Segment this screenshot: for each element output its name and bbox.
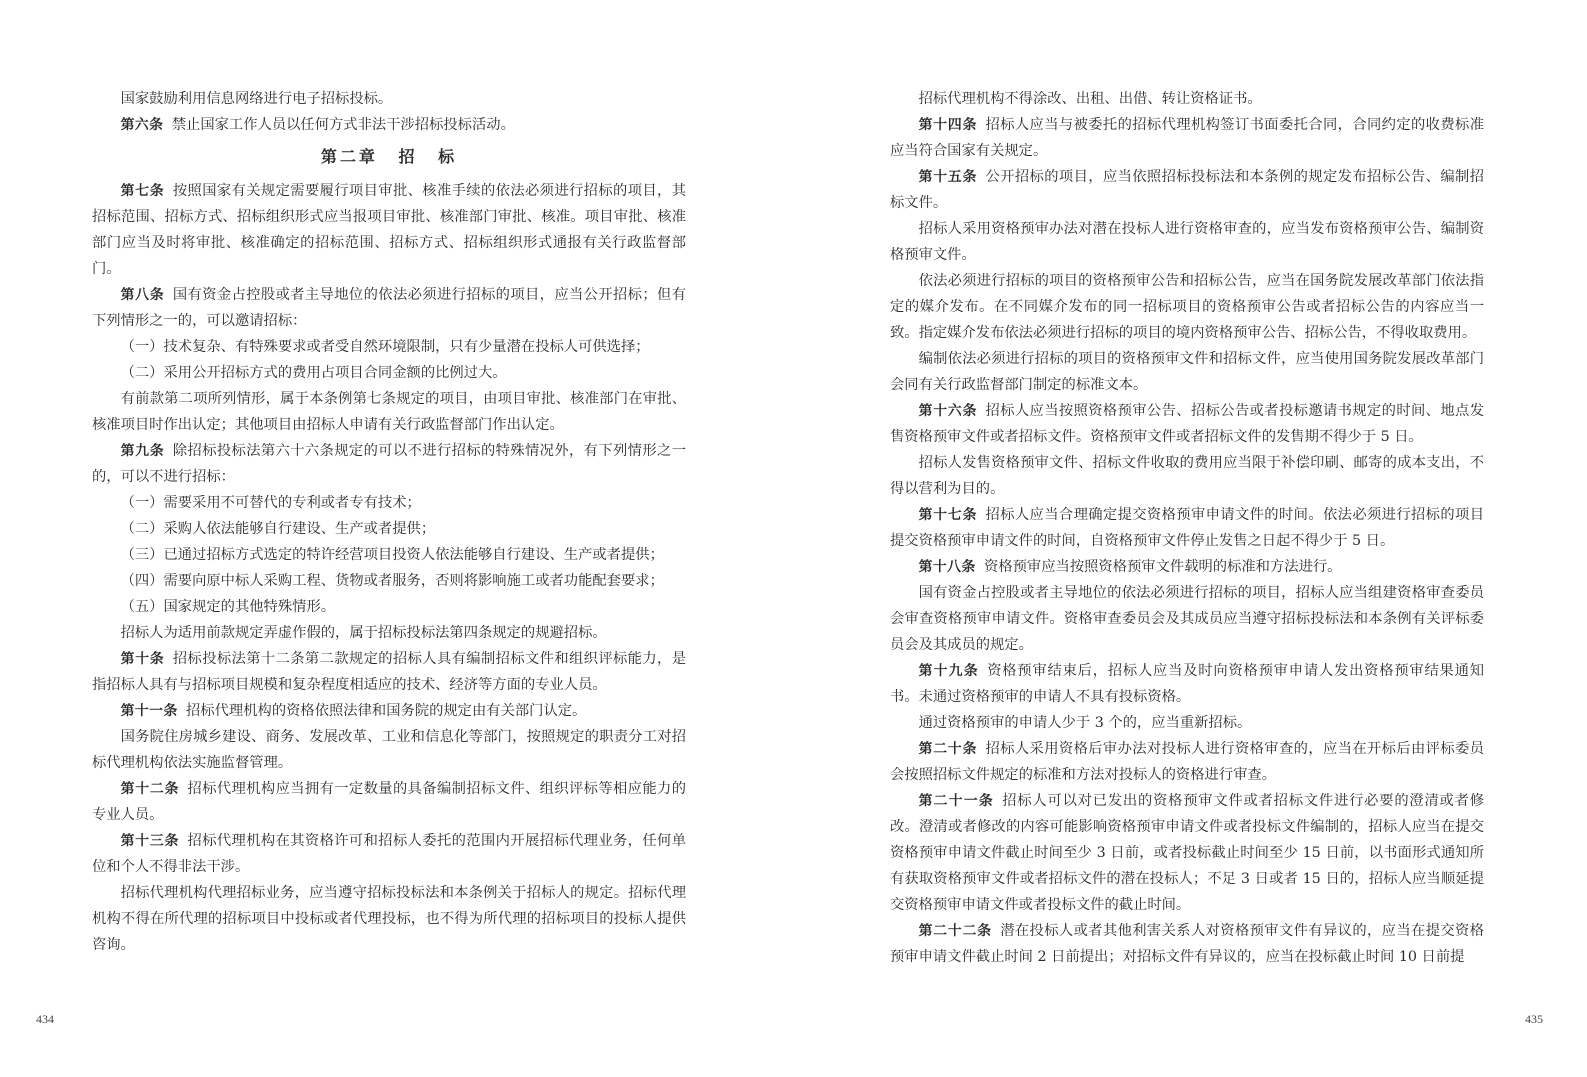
article-17-text: 招标人应当合理确定提交资格预审申请文件的时间。依法必须进行招标的项目提交资格预审申请文件的时间，自资格预审文件停止发售之日起不得少于 5 日。	[890, 507, 1484, 549]
article-9-item-3: （三）已通过招标方式选定的特许经营项目投资人依法能够自行建设、生产或者提供；	[120, 547, 664, 563]
article-18	[890, 554, 1484, 580]
article-18-paragraph-2: 国有资金占控股或者主导地位的依法必须进行招标的项目，招标人应当组建资格审查委员会审查资格预审申请文件。资格审查委员会及其成员应当遵守招标投标法和本条例有关评标委员会及其成员的规定。	[890, 585, 1484, 653]
article-8-item-2: （二）采用公开招标方式的费用占项目合同金额的比例过大。	[120, 365, 507, 381]
article-10-text: 招标投标法第十二条第二款规定的招标人具有编制招标文件和组织评标能力，是指招标人具有与招标项目规模和复杂程度相适应的技术、经济等方面的专业人员。	[92, 651, 686, 693]
article-10	[92, 646, 686, 698]
right-page-body	[890, 86, 1484, 970]
article-22	[890, 918, 1484, 970]
article-7	[92, 178, 686, 282]
article-15-paragraph-4: 编制依法必须进行招标的项目的资格预审文件和招标文件，应当使用国务院发展改革部门会同有关行政监督部门制定的标准文本。	[890, 351, 1484, 393]
article-11	[92, 698, 686, 724]
article-16	[890, 398, 1484, 450]
chapter-heading: 第二章 招 标	[320, 147, 458, 166]
article-14	[890, 112, 1484, 164]
article-8	[92, 282, 686, 334]
article-15	[890, 164, 1484, 216]
article-10-label: 第十条	[120, 651, 165, 667]
article-9-item-2: （二）采购人依法能够自行建设、生产或者提供；	[120, 521, 436, 537]
article-9	[92, 438, 686, 490]
article-16-paragraph-2: 招标人发售资格预审文件、招标文件收取的费用应当限于补偿印刷、邮寄的成本支出，不得以营利为目的。	[890, 455, 1484, 497]
article-7-label: 第七条	[120, 183, 165, 199]
article-7-text: 按照国家有关规定需要履行项目审批、核准手续的依法必须进行招标的项目，其招标范围、招标方式、招标组织形式应当报项目审批、核准部门审批、核准。项目审批、核准部门应当及时将审批、核准确定的招标范围、招标方式、招标组织形式通报有关行政监督部门。	[92, 183, 686, 277]
article-19-label: 第十九条	[918, 663, 979, 679]
article-6-text: 禁止国家工作人员以任何方式非法干涉招标投标活动。	[171, 117, 515, 133]
article-20-label: 第二十条	[918, 741, 978, 757]
paragraph-certificate: 招标代理机构不得涂改、出租、出借、转让资格证书。	[918, 91, 1262, 107]
article-11-paragraph-2: 国务院住房城乡建设、商务、发展改革、工业和信息化等部门，按照规定的职责分工对招标代理机构依法实施监督管理。	[92, 729, 686, 771]
article-20-text: 招标人采用资格后审办法对投标人进行资格审查的，应当在开标后由评标委员会按照招标文件规定的标准和方法对投标人的资格进行审查。	[890, 741, 1484, 783]
article-9-paragraph-2: 招标人为适用前款规定弄虚作假的，属于招标投标法第四条规定的规避招标。	[120, 625, 607, 641]
article-8-paragraph-2: 有前款第二项所列情形，属于本条例第七条规定的项目，由项目审批、核准部门在审批、核准项目时作出认定；其他项目由招标人申请有关行政监督部门作出认定。	[92, 391, 686, 433]
article-9-label: 第九条	[120, 443, 165, 459]
article-19-paragraph-2: 通过资格预审的申请人少于 3 个的，应当重新招标。	[918, 715, 1252, 731]
article-13-text: 招标代理机构在其资格许可和招标人委托的范围内开展招标代理业务，任何单位和个人不得非法干涉。	[92, 833, 686, 875]
article-9-item-1: （一）需要采用不可替代的专利或者专有技术；	[120, 495, 421, 511]
article-14-label: 第十四条	[918, 117, 978, 133]
article-11-label: 第十一条	[120, 703, 178, 719]
article-6	[92, 112, 686, 138]
article-19-text: 资格预审结束后，招标人应当及时向资格预审申请人发出资格预审结果通知书。未通过资格预审的申请人不具有投标资格。	[890, 663, 1485, 705]
article-8-label: 第八条	[120, 287, 165, 303]
right-page-number: 435	[1525, 1012, 1543, 1026]
article-6-label: 第六条	[120, 117, 164, 133]
article-16-text: 招标人应当按照资格预审公告、招标公告或者投标邀请书规定的时间、地点发售资格预审文件或者招标文件。资格预审文件或者招标文件的发售期不得少于 5 日。	[890, 403, 1484, 445]
article-15-label: 第十五条	[918, 169, 978, 185]
article-13-label: 第十三条	[120, 833, 180, 849]
article-16-label: 第十六条	[918, 403, 978, 419]
article-14-text: 招标人应当与被委托的招标代理机构签订书面委托合同，合同约定的收费标准应当符合国家有关规定。	[890, 117, 1484, 159]
article-9-item-5: （五）国家规定的其他特殊情形。	[120, 599, 336, 615]
article-12-label: 第十二条	[120, 781, 180, 797]
article-9-text: 除招标投标法第六十六条规定的可以不进行招标的特殊情况外，有下列情形之一的，可以不进行招标：	[92, 443, 686, 485]
article-21	[890, 788, 1484, 918]
right-page	[794, 0, 1587, 1077]
left-page	[0, 0, 793, 1077]
article-17-label: 第十七条	[918, 507, 978, 523]
article-15-paragraph-2: 招标人采用资格预审办法对潜在投标人进行资格审查的，应当发布资格预审公告、编制资格预审文件。	[890, 221, 1484, 263]
article-21-label: 第二十一条	[918, 793, 994, 809]
article-13-paragraph-2: 招标代理机构代理招标业务，应当遵守招标投标法和本条例关于招标人的规定。招标代理机构不得在所代理的招标项目中投标或者代理投标，也不得为所代理的招标项目的投标人提供咨询。	[92, 885, 686, 953]
article-13	[92, 828, 686, 880]
article-15-paragraph-3: 依法必须进行招标的项目的资格预审公告和招标公告，应当在国务院发展改革部门依法指定的媒介发布。在不同媒介发布的同一招标项目的资格预审公告或者招标公告的内容应当一致。指定媒介发布依法必须进行招标的项目的境内资格预审公告、招标公告，不得收取费用。	[890, 273, 1484, 341]
article-11-text: 招标代理机构的资格依照法律和国务院的规定由有关部门认定。	[186, 703, 587, 719]
article-12	[92, 776, 686, 828]
article-22-text: 潜在投标人或者其他利害关系人对资格预审文件有异议的，应当在提交资格预审申请文件截止时间 2 日前提出；对招标文件有异议的，应当在投标截止时间 10 日前提	[890, 923, 1484, 965]
article-21-text: 招标人可以对已发出的资格预审文件或者招标文件进行必要的澄清或者修改。澄清或者修改的内容可能影响资格预审申请文件或者投标文件编制的，招标人应当在提交资格预审申请文件截止时间至少 3 日前，或者投标截止时间至少 15 日前，以书面形式通知所有获取资格预审文件或者招标文件的潜在投标人；不足 3 日或者 15 日的，招标人应当顺延提交资格预审申请文件或者投标文件的截止时间。	[890, 793, 1485, 913]
article-8-item-1: （一）技术复杂、有特殊要求或者受自然环境限制，只有少量潜在投标人可供选择；	[120, 339, 650, 355]
article-8-text: 国有资金占控股或者主导地位的依法必须进行招标的项目，应当公开招标；但有下列情形之一的，可以邀请招标：	[92, 287, 686, 329]
article-22-label: 第二十二条	[918, 923, 992, 939]
article-18-text: 资格预审应当按照资格预审文件载明的标准和方法进行。	[984, 559, 1342, 575]
article-9-item-4: （四）需要向原中标人采购工程、货物或者服务，否则将影响施工或者功能配套要求；	[120, 573, 664, 589]
article-18-label: 第十八条	[918, 559, 976, 575]
article-12-text: 招标代理机构应当拥有一定数量的具备编制招标文件、组织评标等相应能力的专业人员。	[92, 781, 686, 823]
paragraph-electronic-bidding: 国家鼓励利用信息网络进行电子招标投标。	[120, 91, 393, 107]
article-15-text: 公开招标的项目，应当依照招标投标法和本条例的规定发布招标公告、编制招标文件。	[890, 169, 1484, 211]
article-17	[890, 502, 1484, 554]
article-19	[890, 658, 1484, 710]
left-page-number: 434	[36, 1012, 54, 1026]
left-page-body	[92, 86, 686, 958]
article-20	[890, 736, 1484, 788]
